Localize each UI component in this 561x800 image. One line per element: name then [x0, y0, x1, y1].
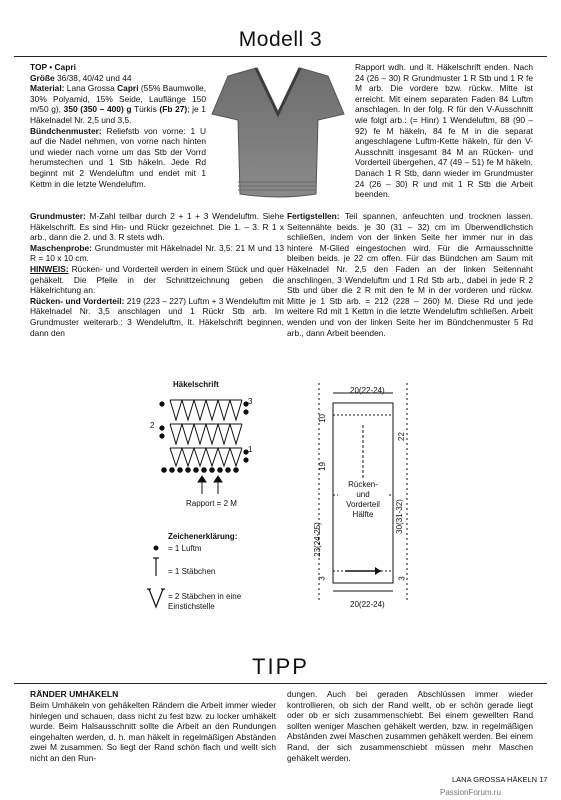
dot-icon [154, 546, 159, 551]
fertig-label: Fertigstellen: [287, 211, 340, 221]
tipp-rule [14, 683, 547, 684]
page-footer: LANA GROSSA HÄKELN 17 [452, 775, 548, 784]
legend-title: Zeichenerklärung: [168, 532, 238, 541]
right-text-top: Rapport wdh. und lt. Häkelschrift enden. Nach 24 (26 – 30) R Grundmuster 1 R Stb und 1 R fe M arb. Die vordere bzw. rückw. Mitte ist erreicht. Mit einem separaten Faden 84 Luftm anschlagen. In der folg. R für den V-Ausschnitt wie folgt arb.: (= Hinr) 1 Wendeluftm, 88 (90 – 92) fe M häkeln, 84 fe M in die separat angeschlagene Luftm-Kette häkeln, für den V-Ausschnitt insgesamt 84 M an Rücken- und Vorderteil übergehen, 47 (49 – 51) fe M häkeln. Danach 1 R Stb, dann wieder im Grundmuster 24 (26 – 30) R und mit 1 R Stb die Arbeit beenden. [355, 62, 533, 200]
material-text-3: Türkis [133, 104, 157, 115]
tipp-heading: RÄNDER UMHÄKELN [30, 689, 119, 699]
grundmuster-label: Grundmuster: [30, 211, 86, 221]
legend-item-3: = 2 Stäbchen in eine Einstichstelle [168, 592, 242, 611]
grundmuster-text: M-Zahl teilbar durch 2 + 1 + 3 Wendeluftm. Siehe Häkelschrift. Es sind Hin- und Rückr gezeichnet. Die 1. – 3. R 1 x arb., dann die 2. und 3. R stets wdh. [30, 211, 285, 243]
material-color: (Fb 27) [159, 104, 188, 115]
title-rule [14, 56, 547, 57]
center-label-3: Vorderteil [346, 500, 380, 509]
center-label-4: Hälfte [352, 510, 374, 519]
groesse-text: 36/38, 40/42 und 44 [57, 72, 132, 83]
row-1-stitches [170, 448, 242, 466]
ruecken-text: 219 (223 – 227) Luftm + 3 Wendeluftm mit Häkelnadel Nr. 3,5 anschlagen und 1 Rückr Stb arb. Im Grundmuster weiterarb.: 3 Wendeluftm, lt. Häkelschrift beginnen, dann den [30, 295, 284, 338]
legend-item-1: = 1 Luftm [168, 544, 202, 553]
row-3-stitches [170, 400, 242, 420]
schematic-left-23: 23(24-25) [312, 522, 322, 557]
top-photo [208, 62, 348, 202]
center-label-2: und [356, 490, 370, 499]
material-text-2: (55% Baumwolle, 30% Polyamid, 15% Seide, Lauflänge 150 m/50 g), [30, 83, 207, 115]
fertig-text: Teil spannen, anfeuchten und trocknen lassen. Seitennähte beids. je 30 (31 – 32) cm im Überwendlichstich schließen, indem von der linken Seite her immer nur in das hintere M-Glied eingestochen wird. Für die Armausschnitte bleiben beids. je 22 cm offen. Für das Bündchen am Saum mit Häkelnadel Nr. 2,5 den Faden an der linken Seitennaht anschlingen, 3 Wendeluftm und 1 Rd Stb arb., dabei in jede R 2 Stb und über die 2 R mit den fe M in der vorderen und rückw. Mitte je 1 Stb arb. = 212 (228 – 260) M. Diese Rd und jede weitere Rd mit 1 Kettm in die letzte Wendeluftm schließen. Arbeit wenden und von der linken Seite her im Bündchenmuster 5 Rd arb., dann Arbeit beenden. [287, 211, 533, 338]
material-brand: Capri [117, 83, 139, 94]
stitch-icon [153, 558, 159, 576]
schematic-center-label [338, 480, 388, 520]
material-text-1: Lana Grossa [66, 83, 115, 94]
tipp-text-left: Beim Umhäkeln von gehäkelten Rändern die Arbeit immer wieder hinlegen und schauen, dass nicht zu fest bzw. zu locker umhäkelt wurde. Beim Halsausschnitt sollte die Arbeit an den Rundungen eingehalten werden, d. h. man häkelt in regelmäßigen Abständen zwei M zusammen. So liegt der Rand schön flach und wellt sich nicht an den Run- [30, 700, 276, 763]
material-text-4: ; je 1 Häkelnadel Nr. 2,5 und 3,5. [30, 104, 206, 125]
right-column [355, 62, 533, 200]
chart-title: Häkelschrift [173, 380, 219, 389]
right-column-lower [287, 211, 533, 338]
schematic-right-22: 22 [396, 432, 406, 441]
row-number-2: 2 [150, 421, 155, 430]
cluster-icon [147, 589, 165, 607]
maschenprobe-label: Maschenprobe: [30, 242, 92, 253]
rapport-arrows [198, 476, 222, 494]
buendchen-text: Reliefstb von vorne: 1 U auf die Nadel nehmen, von vorne nach hinten und wieder nach vorne um das Stb der Vorrd herumstechen und 1 Stb häkeln. Jede Rd beginnt mit 2 Wendeluftm und endet mit 1 Kettm in die letzte Wendeluftm. [30, 125, 206, 189]
schematic-left-10: 10 [317, 414, 327, 423]
left-column-lower [30, 211, 284, 338]
schematic-top-width: 20(22-24) [350, 386, 385, 395]
row-number-1: 1 [248, 445, 253, 454]
groesse-label: Größe [30, 72, 55, 83]
page-title: Modell 3 [238, 28, 323, 51]
tipp-text-right: dungen. Auch bei geraden Abschlüssen immer wieder kontrollieren, ob sich der Rand wellt, ob er schön gerade liegt oder ob er sich zusammenschiebt. Bei einem gewellten Rand sollten weniger Maschen gehäkelt werden, bzw. in regelmäßigen Abständen zwei Maschen zusammen gehäkelt werden. Bei einem Rand, der sich zusammenschiebt müssen mehr Maschen gehäkelt werden. [287, 689, 533, 763]
buendchen-label: Bündchenmuster: [30, 125, 102, 136]
schematic-left-3: 3 [317, 576, 327, 581]
schematic-right-30: 30(31-32) [394, 499, 404, 534]
legend-symbols [146, 541, 170, 615]
schematic-left-19: 19 [317, 462, 327, 471]
schematic-bottom-width: 20(22-24) [350, 600, 385, 609]
top-garment-image [208, 62, 348, 202]
schematic-right-3: 3 [397, 576, 407, 581]
rapport-label: Rapport = 2 M [186, 499, 237, 508]
ruecken-label: Rücken- und Vorderteil: [30, 295, 125, 306]
material-label: Material: [30, 83, 65, 94]
maschenprobe-text: Grundmuster mit Häkelnadel Nr. 3,5: 21 M und 13 R = 10 x 10 cm. [30, 242, 285, 264]
model-heading: TOP • Capri [30, 62, 76, 72]
legend-item-2: = 1 Stäbchen [168, 567, 216, 576]
row-2-stitches [170, 424, 242, 444]
hinweis-label: HINWEIS: [30, 263, 69, 274]
center-label-1: Rücken- [348, 480, 378, 489]
left-column [30, 62, 206, 189]
material-amount: 350 (350 – 400) g [63, 104, 132, 115]
hinweis-text: Rücken- und Vorderteil werden in einem Stück und quer gehäkelt. Die Pfeile in der Schnittzeichnung geben die Häkelrichtung an. [30, 263, 285, 296]
row-number-3: 3 [248, 397, 253, 406]
watermark: PassionForum.ru [440, 788, 501, 797]
tipp-title: TIPP [252, 654, 309, 679]
